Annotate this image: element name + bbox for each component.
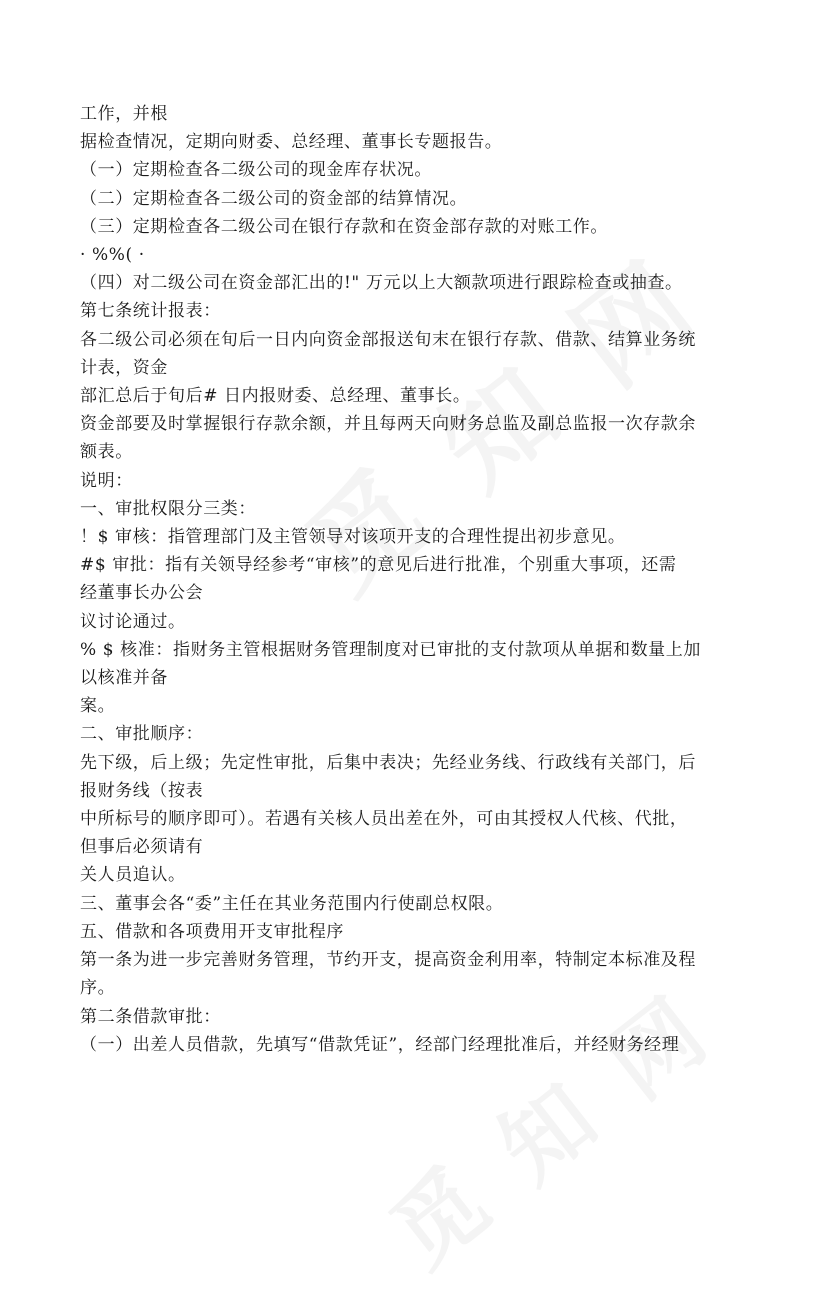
text-line: 二、审批顺序： [80,724,204,745]
text-line: 一、审批权限分三类： [80,498,256,519]
text-line: （二）定期检查各二级公司的资金部的结算情况。 [80,188,468,209]
text-line: 关人员追认。 [80,865,186,886]
text-line: 额表。 [80,442,133,463]
text-line: 三、董事会各“委”主任在其业务范围内行使副总权限。 [80,893,504,914]
text-line: 第二条借款审批： [80,1006,221,1027]
text-line: #$ 审批：指有关领导经参考“审核”的意见后进行批准，个别重大事项，还需 [80,555,677,576]
text-line: 先下级，后上级；先定性审批，后集中表决；先经业务线、行政线有关部门，后 [80,752,696,773]
text-line: 中所标号的顺序即可）。若遇有关核人员出差在外，可由其授权人代核、代批， [80,809,688,830]
text-line: 以核准并备 [80,668,168,689]
text-line: 说明： [80,470,133,491]
text-line: 序。 [80,978,116,999]
text-line: · %%( · [80,245,145,266]
text-line: 部汇总后于旬后# 日内报财委、总经理、董事长。 [80,386,471,407]
text-line: （三）定期检查各二级公司在银行存款和在资金部存款的对账工作。 [80,216,608,237]
text-line: 资金部要及时掌握银行存款余额，并且每两天向财务总监及副总监报一次存款余 [80,414,696,435]
text-line: 计表，资金 [80,357,168,378]
text-line: 议讨论通过。 [80,611,186,632]
text-line: 据检查情况，定期向财委、总经理、董事长专题报告。 [80,132,503,153]
text-line: 第七条统计报表： [80,301,221,322]
text-line: 案。 [80,696,116,717]
text-line: 各二级公司必须在旬后一日内向资金部报送旬末在银行存款、借款、结算业务统 [80,329,696,350]
text-line: 五、借款和各项费用开支审批程序 [80,921,344,942]
text-line: ！$ 审核：指管理部门及主管领导对该项开支的合理性提出初步意见。 [80,527,626,548]
document-body [80,100,760,1059]
text-line: 第一条为进一步完善财务管理，节约开支，提高资金利用率，特制定本标准及程 [80,950,696,971]
text-line: 但事后必须请有 [80,837,204,858]
text-line: （一）定期检查各二级公司的现金库存状况。 [80,160,432,181]
text-line: 经董事长办公会 [80,583,204,604]
text-line: 工作，并根 [80,104,168,124]
text-line: 报财务线（按表 [80,780,204,801]
text-line: % $ 核准：指财务主管根据财务管理制度对已审批的支付款项从单据和数量上加 [80,639,701,660]
text-line: （四）对二级公司在资金部汇出的!" 万元以上大额款项进行跟踪检查或抽查。 [80,273,683,294]
text-line: （一）出差人员借款，先填写“借款凭证”，经部门经理批准后，并经财务经理 [80,1034,680,1055]
